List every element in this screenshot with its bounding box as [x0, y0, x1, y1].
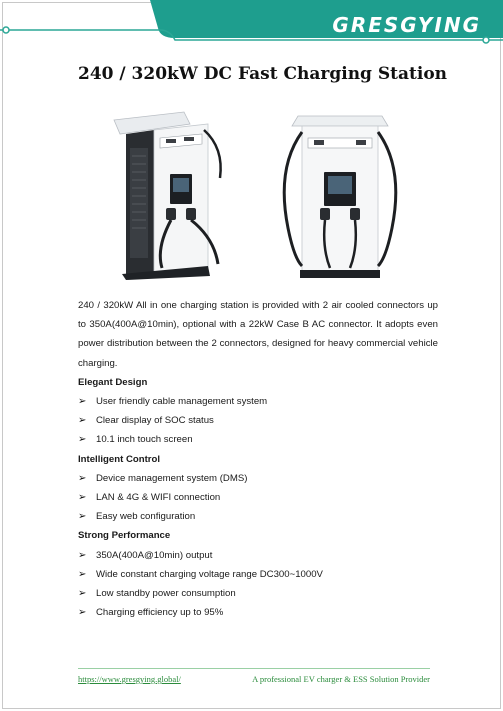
list-item-text: Easy web configuration [96, 511, 196, 523]
list-item [78, 584, 438, 603]
page-title: 240 / 320kW DC Fast Charging Station [78, 64, 448, 84]
list-item-text: 350A(400A@10min) output [96, 549, 213, 561]
section-heading: Elegant Design [78, 376, 148, 388]
footer-tagline: A professional EV charger & ESS Solution Provider [252, 674, 430, 684]
arrowhead-bullet-icon: ➢ [78, 568, 87, 580]
section-elegant-design [78, 373, 438, 450]
intro-paragraph: 240 / 320kW All in one charging station is provided with 2 air cooled connectors up to 350A(400A@10min), optional with a 22kW Case B AC connector. It adopts even power distribution between the 2 connectors, designed for heavy commercial vehicle charging. [78, 300, 438, 369]
bullet-list [78, 392, 438, 450]
list-item [78, 488, 438, 507]
content [78, 296, 438, 622]
footer-divider [78, 668, 430, 669]
bullet-list [78, 469, 438, 527]
list-item [78, 469, 438, 488]
footer [78, 674, 430, 688]
list-item-text: 10.1 inch touch screen [96, 434, 193, 446]
website-link[interactable]: https://www.gresgying.global/ [78, 674, 181, 684]
list-item-text: Clear display of SOC status [96, 415, 214, 427]
header-band [0, 0, 503, 50]
list-item-text: Charging efficiency up to 95% [96, 607, 224, 619]
list-item [78, 603, 438, 622]
section-intelligent-control [78, 450, 438, 527]
bullet-list [78, 546, 438, 623]
arrowhead-bullet-icon: ➢ [78, 434, 87, 446]
list-item-text: User friendly cable management system [96, 396, 268, 408]
section-strong-performance [78, 526, 438, 622]
list-item [78, 430, 438, 449]
list-item-text: Low standby power consumption [96, 588, 236, 600]
arrowhead-bullet-icon: ➢ [78, 492, 87, 504]
list-item-text: Device management system (DMS) [96, 472, 248, 484]
list-item [78, 411, 438, 430]
arrowhead-bullet-icon: ➢ [78, 415, 87, 427]
list-item-text: Wide constant charging voltage range DC300~1000V [96, 568, 323, 580]
brand-logo: GRESGYING [332, 13, 481, 37]
arrowhead-bullet-icon: ➢ [78, 588, 87, 600]
section-heading: Intelligent Control [78, 453, 161, 465]
list-item [78, 546, 438, 565]
arrowhead-bullet-icon: ➢ [78, 472, 87, 484]
list-item [78, 565, 438, 584]
charger-side-view-image [96, 108, 236, 280]
charger-front-view-image [272, 108, 412, 280]
arrowhead-bullet-icon: ➢ [78, 549, 87, 561]
list-item [78, 392, 438, 411]
list-item [78, 507, 438, 526]
section-heading: Strong Performance [78, 530, 171, 542]
arrowhead-bullet-icon: ➢ [78, 511, 87, 523]
arrowhead-bullet-icon: ➢ [78, 396, 87, 408]
list-item-text: LAN & 4G & WIFI connection [96, 492, 221, 504]
arrowhead-bullet-icon: ➢ [78, 607, 87, 619]
product-images [96, 108, 416, 284]
